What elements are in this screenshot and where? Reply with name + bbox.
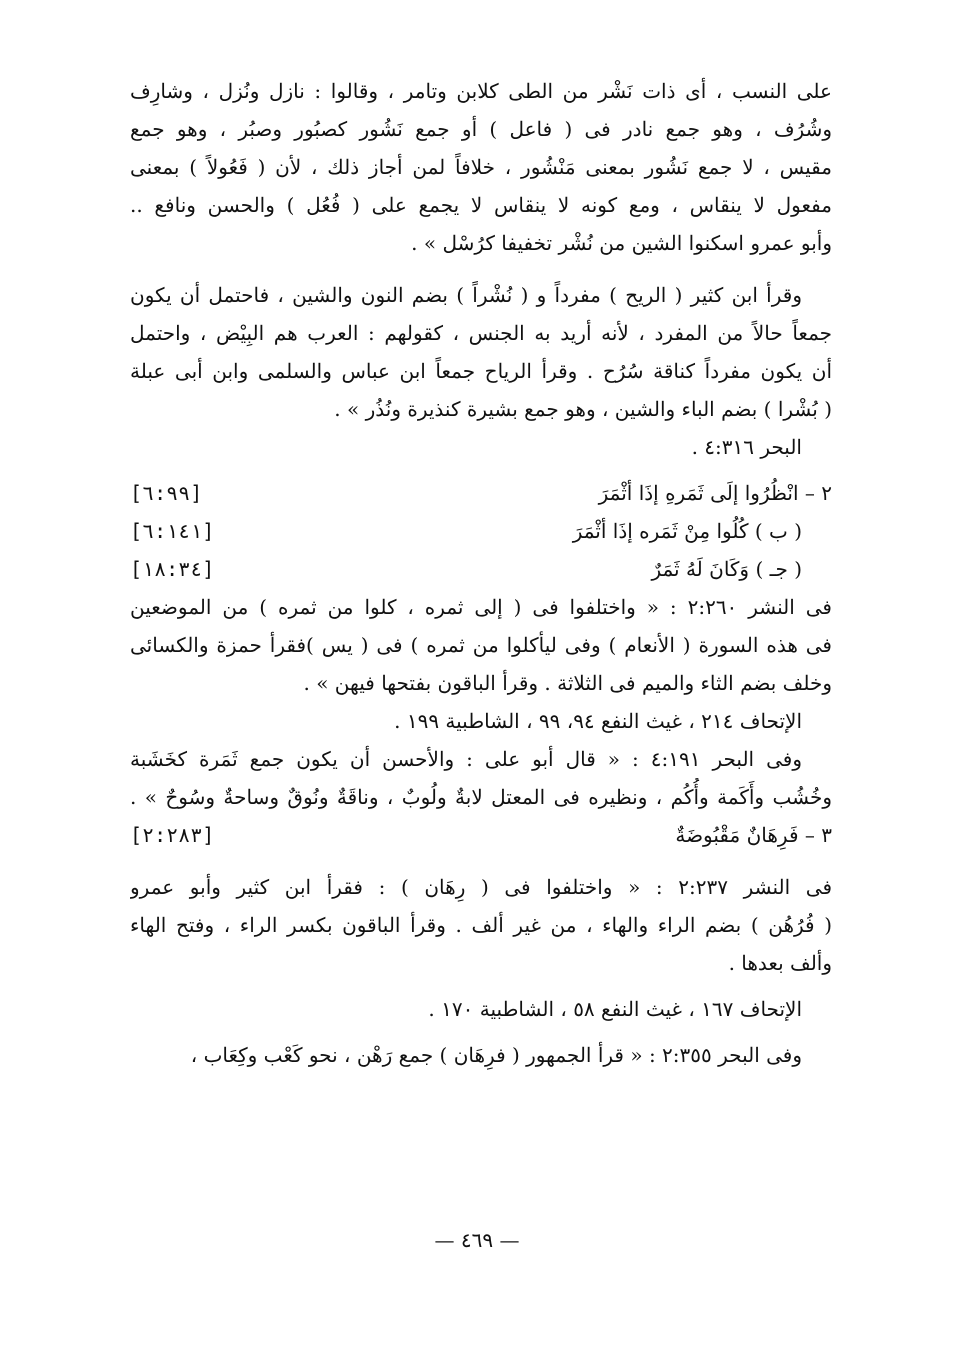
- reference-bahr: البحر ٤:٣١٦ .: [691, 435, 802, 459]
- verse-list-2: [130, 474, 832, 588]
- text-line: وأبو عمرو اسكنوا الشين من نُشْر تخفيفا كرُسْل » .: [411, 231, 832, 255]
- text-line: فى هذه السورة ( الأنعام ) وفى ليأكلوا من ثمره ) فى ( يس )فقرأ حمزة والكسائى: [130, 633, 832, 657]
- text-line: وألف بعدها .: [728, 951, 832, 975]
- text-line: على النسب ، أى ذات نَشْر من الطى كلابن وتامر ، وقالوا : نازل ونُزل ، وشارِف: [130, 79, 832, 103]
- text-line: مقيس ، لا جمع نَشُور بمعنى مَنْشُور ، خلافاً لمن أجاز ذلك ، لأن ( فَعُولاً ) بمعنى: [130, 155, 832, 179]
- paragraph-5: [130, 868, 832, 982]
- verse-item: [130, 474, 832, 512]
- text-line: وخلف بضم الثاء والميم فى الثلاثة . وقرأ الباقون بفتحها فيهن » .: [303, 671, 832, 695]
- verse-reference: [٢:٢٨٣]: [130, 823, 215, 847]
- text-line: وفى البحر ٢:٣٥٥ : « قرأ الجمهور ( فرِهَان ) جمع رَهْن ، نحو كَعْب وكِعَاب ،: [190, 1043, 802, 1067]
- text-line: أن يكون مفرداً كناقة سُرُح . وقرأ الرياح جمعاً ابن عباس والسلمى وابن أبى عبلة: [130, 359, 832, 383]
- text-line: مفعول لا ينقاس ، ومع كونه لا ينقاس لا يجمع على ( فُعُل ) والحسن ونافع ..: [130, 193, 832, 217]
- verse-item: [130, 550, 832, 588]
- verse-text: ( جـ ) وَكَانَ لَهُ ثَمَرٌ: [651, 557, 802, 581]
- text-line: ( بُشْرا ) بضم الباء والشين ، وهو جمع بشيرة كنذيرة ونُذُر » .: [334, 397, 832, 421]
- verse-item-3: [130, 816, 832, 854]
- verse-reference: [١٨:٣٤]: [130, 557, 215, 581]
- text-line: وخُشُب وأَكَمة وأُكُم ، ونظيره فى المعتل لابةٌ ولُوبٌ ، وناقَةٌ ونُوقٌ وساحةٌ وسُوحٌ » .: [130, 785, 832, 809]
- text-line: وقرأ ابن كثير ( الريح ) مفرداً و ( نُشْراً ) بضم النون والشين ، فاحتمل أن يكون: [130, 283, 802, 307]
- text-line: وفى البحر ٤:١٩١ : « قال أبو على : والأحسن أن يكون جمع ثَمَرة كخَشَبة: [130, 747, 803, 771]
- reference-ithaf: الإتحاف ١٦٧ ، غيث النفع ٥٨ ، الشاطبية ١٧٠ .: [428, 997, 802, 1021]
- paragraph-1: [130, 72, 832, 262]
- paragraph-4: [130, 740, 832, 816]
- text-line: ( فُرُهُن ) بضم الراء والهاء ، من غير ألف . وقرأ الباقون بكسر الراء ، وفتح الهاء: [130, 913, 832, 937]
- reference-ithaf: الإتحاف ٢١٤ ، غيث النفع ٩٤، ٩٩ ، الشاطبية ١٩٩ .: [394, 709, 802, 733]
- verse-text: ٢ – انْظُرُوا إلَى ثَمَرهِ إذَا أثْمَرَ: [598, 481, 832, 505]
- verse-text: ( ب ) كُلُوا مِنْ ثَمَره إذَا أثْمَرَ: [572, 519, 802, 543]
- text-line: فى النشر ٢:٢٣٧ : « واختلفوا فى ( رِهَان ) : فقرأ ابن كثير وأبو عمرو: [130, 875, 832, 899]
- text-line: فى النشر ٢:٢٦٠ : « واختلفوا فى ( إلى ثمره ، كلوا من ثمره ) من الموضعين: [130, 595, 832, 619]
- verse-text: ٣ – فَرِهَانٌ مَقْبُوضَةٌ: [675, 823, 832, 847]
- text-line: جمعاً حالاً من المفرد ، لأنه أريد به الجنس ، كقولهم : العرب هم البِيْض ، واحتمل: [130, 321, 832, 345]
- verse-reference: [٦:١٤١]: [130, 519, 215, 543]
- text-line: وشُرُف ، وهو جمع نادر فى ( فاعل ) أو جمع نَشُور كصبُور وصبُر ، وهو جمع: [130, 117, 832, 141]
- page-number: — ٤٦٩ —: [434, 1228, 520, 1252]
- paragraph-3: [130, 588, 832, 702]
- verse-item: [130, 512, 832, 550]
- paragraph-2: [130, 276, 832, 428]
- verse-reference: [٦:٩٩]: [130, 481, 203, 505]
